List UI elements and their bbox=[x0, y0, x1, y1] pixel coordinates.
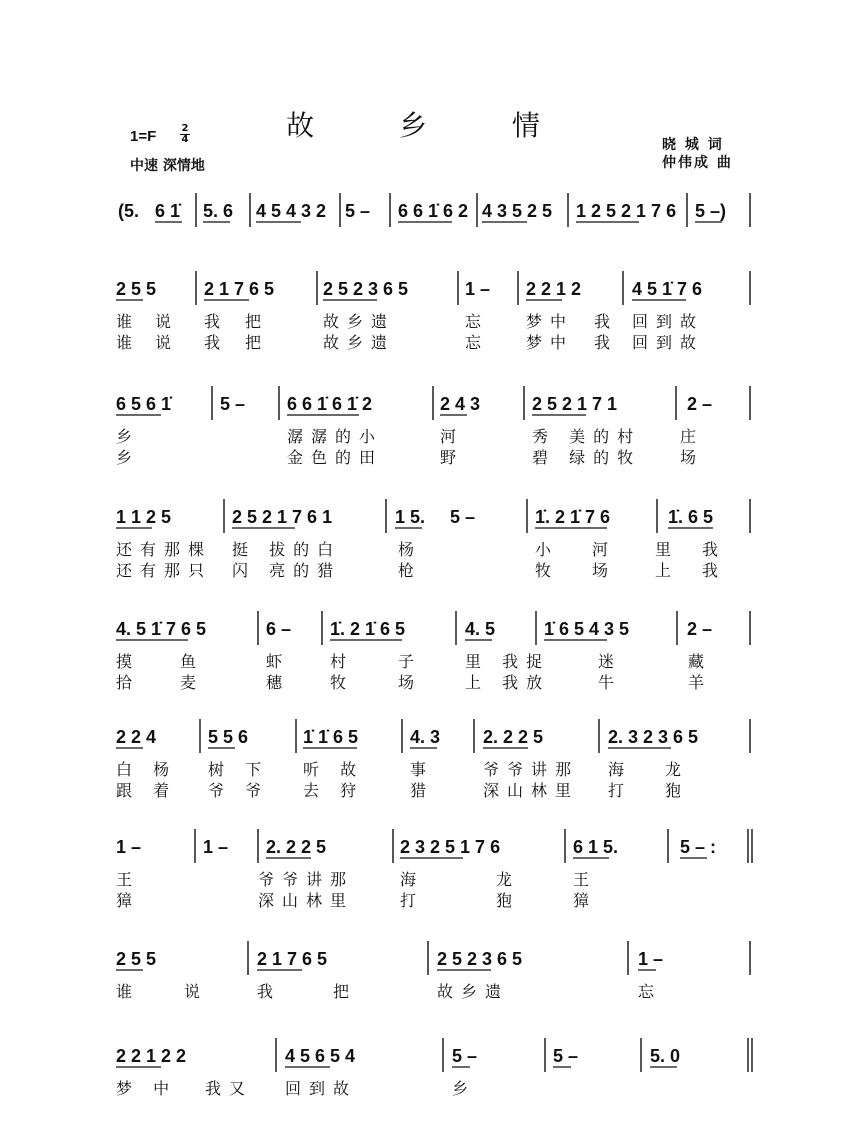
lyric-syllable: 回到故 bbox=[632, 312, 705, 331]
lyric-syllable: 把 bbox=[245, 312, 270, 331]
lyric-syllable: 场 bbox=[592, 561, 617, 580]
lyric-syllable: 乡 bbox=[452, 1079, 477, 1098]
meter-top: 2 bbox=[181, 123, 189, 134]
lyric-syllable: 忘 bbox=[465, 333, 490, 352]
lyric-syllable: 我 bbox=[204, 312, 229, 331]
note-group: 6 6 1̇ 6 2 bbox=[398, 201, 469, 221]
lyric-syllable: 狍 bbox=[665, 781, 690, 800]
lyric-syllable: 龙 bbox=[496, 870, 521, 889]
lyric-syllable: 谁 bbox=[116, 312, 141, 331]
lyric-syllable: 上 bbox=[655, 561, 680, 580]
score-line-3 bbox=[116, 386, 750, 467]
lyric-syllable: 摸 bbox=[116, 652, 141, 671]
note-group: 5 – bbox=[220, 394, 246, 414]
note-group: 1̇. 6 5 bbox=[668, 507, 714, 527]
lyric-syllable: 事 bbox=[410, 760, 435, 779]
lyric-syllable: 迷 bbox=[598, 652, 623, 671]
lyric-syllable: 乡 bbox=[116, 427, 141, 446]
note-group: 1 5. bbox=[395, 507, 426, 527]
lyric-syllable: 獐 bbox=[573, 891, 598, 910]
note-group: 5 – bbox=[452, 1046, 478, 1066]
note-group: 5. 6 bbox=[203, 201, 234, 221]
lyric-syllable: 故乡遗 bbox=[323, 312, 396, 331]
note-group: 1 – bbox=[465, 279, 491, 299]
lyric-syllable: 闪 亮的猎 bbox=[232, 561, 342, 580]
note-group: 2 2 4 bbox=[116, 727, 157, 747]
lyric-syllable: 碧 绿的牧 bbox=[532, 448, 642, 467]
lyric-syllable: 藏 bbox=[688, 652, 713, 671]
lyric-syllable: 龙 bbox=[665, 760, 690, 779]
lyric-syllable: 河 bbox=[592, 540, 617, 559]
lyric-syllable: 我又 bbox=[205, 1079, 254, 1098]
note-group: 5 – bbox=[345, 201, 371, 221]
note-group: 5 – : bbox=[680, 837, 717, 857]
note-group: 2 5 2 3 6 5 bbox=[437, 949, 523, 969]
lyric-syllable: 爷 爷 bbox=[208, 781, 270, 800]
note-group: 5 – bbox=[553, 1046, 579, 1066]
note-group: 6 5 6 1̇ bbox=[116, 394, 172, 414]
lyric-syllable: 去 狩 bbox=[303, 781, 365, 800]
lyric-syllable: 王 bbox=[573, 870, 598, 889]
lyric-syllable: 梦中 bbox=[526, 333, 575, 352]
lyric-syllable: 回到故 bbox=[285, 1079, 358, 1098]
note-group: 6 1 5. bbox=[573, 837, 619, 857]
lyric-syllable: 故乡遗 bbox=[323, 333, 396, 352]
note-group: 2. 3 2 3 6 5 bbox=[608, 727, 699, 747]
score-line-7 bbox=[116, 829, 752, 910]
note-group: 2. 2 2 5 bbox=[483, 727, 544, 747]
note-group: 5 –) bbox=[695, 201, 727, 221]
lyric-syllable: 打 bbox=[608, 781, 633, 800]
score-line-2 bbox=[116, 271, 750, 352]
lyric-syllable: 我 bbox=[204, 333, 229, 352]
lyric-syllable: 拾 bbox=[116, 673, 141, 692]
score-line-9 bbox=[116, 1038, 752, 1098]
lyric-syllable: 把 bbox=[245, 333, 270, 352]
lyric-syllable: 树 下 bbox=[208, 760, 270, 779]
lyric-syllable: 羊 bbox=[688, 673, 713, 692]
lyric-syllable: 上 我放 bbox=[465, 673, 551, 692]
lyric-syllable: 深山林里 bbox=[483, 781, 580, 800]
score-line-1 bbox=[118, 193, 750, 227]
note-group: 2 – bbox=[687, 619, 713, 639]
note-group: 6 6 1̇ 6 1̇ 2 bbox=[287, 394, 373, 414]
lyric-syllable: 猎 bbox=[410, 781, 435, 800]
lyric-syllable: 虾 bbox=[266, 652, 291, 671]
note-group: 1̇. 2 1̇ 7 6 bbox=[535, 507, 611, 527]
lyric-syllable: 听 故 bbox=[303, 760, 365, 779]
lyric-syllable: 野 bbox=[440, 448, 465, 467]
lyric-syllable: 我 bbox=[594, 333, 619, 352]
lyric-syllable: 深山林里 bbox=[258, 891, 355, 910]
note-group: 2 5 5 bbox=[116, 279, 157, 299]
lyric-syllable: 獐 bbox=[116, 891, 141, 910]
lyric-syllable: 海 bbox=[608, 760, 633, 779]
lyric-syllable: 牧 bbox=[330, 673, 355, 692]
note-group: 4 5 4 3 2 bbox=[256, 201, 327, 221]
note-group: 6 – bbox=[266, 619, 292, 639]
lyric-syllable: 梦中 bbox=[526, 312, 575, 331]
lyric-syllable: 狍 bbox=[496, 891, 521, 910]
key-signature: 1=F bbox=[130, 128, 157, 145]
lyric-syllable: 金色的田 bbox=[287, 448, 384, 467]
lyric-syllable: 我 bbox=[702, 540, 727, 559]
note-group: 1 – bbox=[638, 949, 664, 969]
lyric-syllable: 麦 bbox=[180, 673, 205, 692]
note-group: 5 5 6 bbox=[208, 727, 249, 747]
note-group: 1̇ 1̇ 6 5 bbox=[303, 727, 359, 747]
note-group: 1̇ 6 5 4 3 5 bbox=[544, 619, 630, 639]
note-group: 4. 5 1̇ 7 6 5 bbox=[116, 619, 207, 639]
lyric-syllable: 爷爷讲那 bbox=[483, 760, 580, 779]
note-group: 2 3 2 5 1 7 6 bbox=[400, 837, 501, 857]
note-group: 2 – bbox=[687, 394, 713, 414]
note-group: 5. 0 bbox=[650, 1046, 681, 1066]
score-line-5 bbox=[116, 611, 750, 692]
lyric-syllable: 爷爷讲那 bbox=[258, 870, 355, 889]
lyric-syllable: 牧 bbox=[535, 561, 560, 580]
score-line-6 bbox=[116, 719, 750, 800]
note-group: 1 – bbox=[116, 837, 142, 857]
lyric-syllable: 子 bbox=[398, 652, 423, 671]
note-group: 2 2 1 2 2 bbox=[116, 1046, 187, 1066]
lyric-syllable: 村 bbox=[330, 652, 355, 671]
page-title: 故 乡 情 bbox=[286, 109, 578, 142]
lyric-syllable: 打 bbox=[400, 891, 425, 910]
note-group: 1 2 5 2 1 7 6 bbox=[576, 201, 677, 221]
lyric-syllable: 梦 中 bbox=[116, 1079, 178, 1098]
lyric-syllable: 牛 bbox=[598, 673, 623, 692]
note-group: 1 – bbox=[203, 837, 229, 857]
lyric-syllable: 还有那只 bbox=[116, 561, 213, 580]
lyric-syllable: 王 bbox=[116, 870, 141, 889]
lyric-syllable: 回到故 bbox=[632, 333, 705, 352]
lyric-syllable: 鱼 bbox=[180, 652, 205, 671]
lyric-syllable: 里 我捉 bbox=[465, 652, 551, 671]
lyric-syllable: 谁 bbox=[116, 333, 141, 352]
lyric-syllable: 秀 美的村 bbox=[532, 427, 642, 446]
lyric-syllable: 场 bbox=[680, 448, 705, 467]
note-group: 2 2 1 2 bbox=[526, 279, 582, 299]
note-group: 4 5 6 5 4 bbox=[285, 1046, 356, 1066]
lyric-syllable: 庄 bbox=[680, 427, 705, 446]
note-group: 5 – bbox=[450, 507, 476, 527]
note-group: 4 5 1̇ 7 6 bbox=[632, 279, 703, 299]
lyric-syllable: 还有那棵 bbox=[116, 540, 213, 559]
lyric-syllable: 我 bbox=[257, 982, 282, 1001]
lyric-syllable: 我 bbox=[702, 561, 727, 580]
note-group: 2 4 3 bbox=[440, 394, 481, 414]
note-group: 4. 5 bbox=[465, 619, 496, 639]
note-group: 2. 2 2 5 bbox=[266, 837, 327, 857]
score-line-4 bbox=[116, 499, 750, 580]
lyric-syllable: 海 bbox=[400, 870, 425, 889]
lyric-syllable: 故乡遗 bbox=[437, 982, 510, 1001]
lyric-syllable: 忘 bbox=[465, 312, 490, 331]
note-group: 1̇. 2 1̇ 6 5 bbox=[330, 619, 406, 639]
lyric-syllable: 穗 bbox=[266, 673, 291, 692]
lyric-syllable: 谁 bbox=[116, 982, 141, 1001]
note-group: 2 1 7 6 5 bbox=[204, 279, 275, 299]
note-group: 6 1̇ bbox=[155, 201, 181, 221]
lyric-syllable: 忘 bbox=[638, 982, 663, 1001]
meter-bottom: 4 bbox=[181, 134, 189, 145]
lyric-syllable: 乡 bbox=[116, 448, 141, 467]
lyric-syllable: 说 bbox=[155, 333, 180, 352]
lyric-syllable: 说 bbox=[184, 982, 209, 1001]
composer-credit: 仲伟成 曲 bbox=[662, 155, 733, 171]
score-line-8 bbox=[116, 941, 750, 1001]
lyric-syllable: 说 bbox=[155, 312, 180, 331]
lyric-syllable: 枪 bbox=[398, 561, 423, 580]
lyric-syllable: 杨 bbox=[398, 540, 423, 559]
lyric-syllable: 场 bbox=[398, 673, 423, 692]
note-group: 2 5 5 bbox=[116, 949, 157, 969]
lyric-syllable: 把 bbox=[333, 982, 358, 1001]
note-group: (5. bbox=[118, 201, 140, 221]
lyric-syllable: 小 bbox=[535, 540, 560, 559]
lyric-syllable: 里 bbox=[655, 540, 680, 559]
lyric-syllable: 跟 着 bbox=[116, 781, 178, 800]
tempo-marking: 中速 深情地 bbox=[130, 158, 205, 174]
lyricist-credit: 晓 城 词 bbox=[662, 137, 724, 153]
lyric-syllable: 挺 拔的白 bbox=[232, 540, 342, 559]
note-group: 2 5 2 3 6 5 bbox=[323, 279, 409, 299]
note-group: 4. 3 bbox=[410, 727, 441, 747]
lyric-syllable: 我 bbox=[594, 312, 619, 331]
note-group: 2 5 2 1 7 1 bbox=[532, 394, 618, 414]
lyric-syllable: 河 bbox=[440, 427, 465, 446]
lyric-syllable: 白 杨 bbox=[116, 760, 178, 779]
note-group: 4 3 5 2 5 bbox=[482, 201, 553, 221]
note-group: 2 5 2 1 7 6 1 bbox=[232, 507, 333, 527]
note-group: 2 1 7 6 5 bbox=[257, 949, 328, 969]
note-group: 1 1 2 5 bbox=[116, 507, 172, 527]
lyric-syllable: 潺潺的小 bbox=[287, 427, 384, 446]
